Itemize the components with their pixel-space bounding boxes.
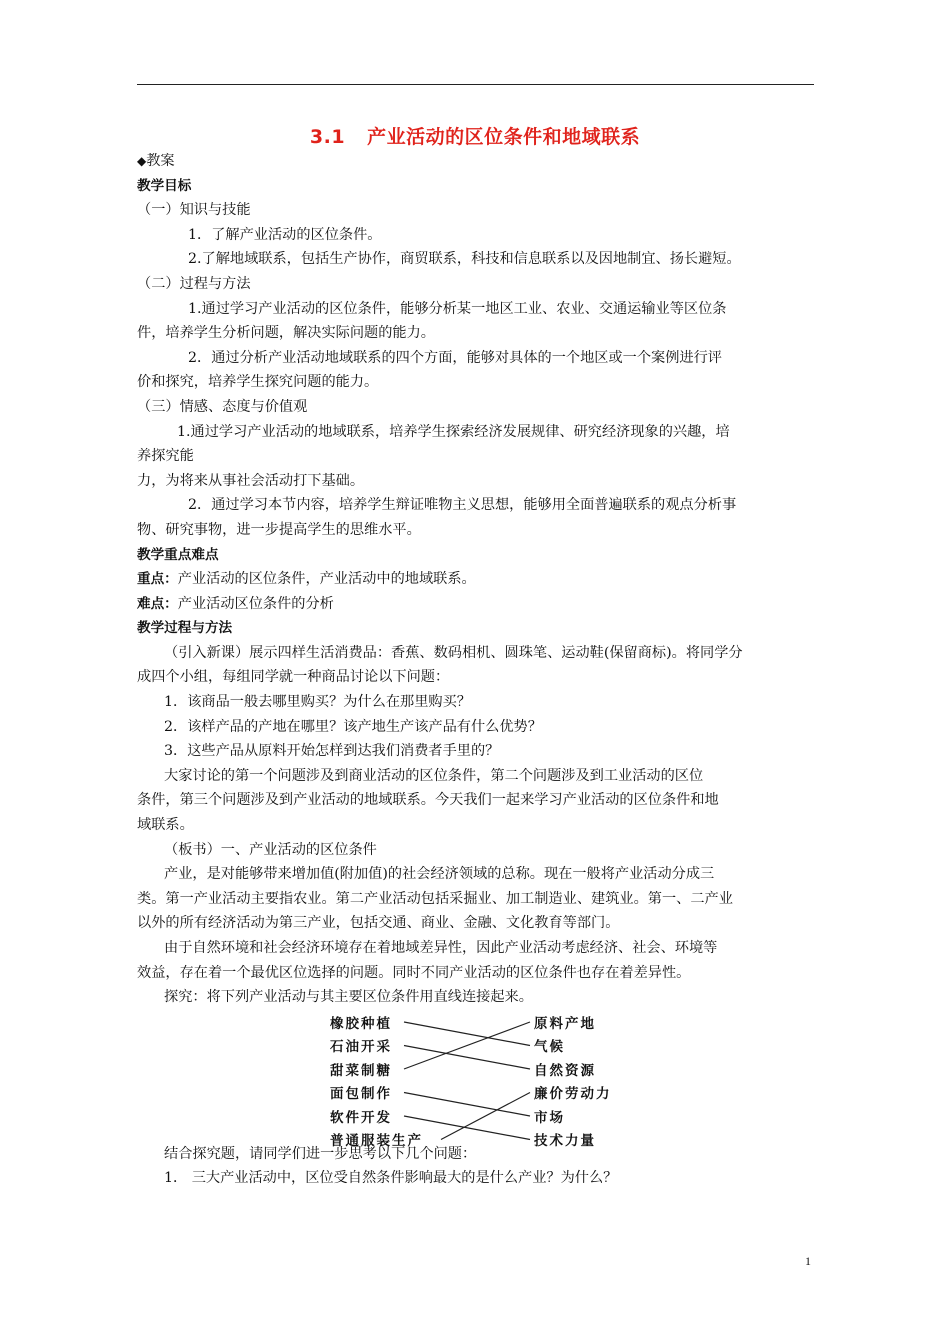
title-number: 3.1 [309,126,346,148]
paragraph-cont: 以外的所有经济活动为第三产业，包括交通、商业、金融、文化教育等部门。 [137,915,620,932]
industry-label: 橡胶种植 [330,1015,392,1032]
goal-item: 2．通过学习本节内容，培养学生辩证唯物主义思想，能够用全面普遍联系的观点分析事 [188,497,737,514]
heading-goals: 教学目标 [137,177,192,194]
question-item: 1．该商品一般去哪里购买？为什么在那里购买？ [164,694,471,711]
paragraph: 结合探究题，请同学们进一步思考以下几个问题： [164,1145,477,1162]
condition-label: 技术力量 [534,1133,596,1150]
industry-label: 软件开发 [330,1109,392,1126]
condition-label: 原料产地 [534,1015,596,1032]
matching-diagram [137,1010,817,1150]
connector-lines [137,1010,817,1142]
paragraph: （引入新课）展示四样生活消费品：香蕉、数码相机、圆珠笔、运动鞋(保留商标)。将同学分 [164,644,743,661]
heading-process: 教学过程与方法 [137,620,233,637]
difficult-point: 难点：产业活动区位条件的分析 [137,595,334,612]
board-note: （板书）一、产业活动的区位条件 [164,841,377,858]
goal-item: 1.通过学习产业活动的区位条件，能够分析某一地区工业、农业、交通运输业等区位条 [188,300,727,317]
goal-item: 2.了解地域联系，包括生产协作，商贸联系，科技和信息联系以及因地制宜、扬长避短。 [188,251,741,268]
header-rule [137,84,814,85]
question-item: 1． 三大产业活动中，区位受自然条件影响最大的是什么产业？为什么？ [164,1170,618,1187]
subheading-knowledge: （一）知识与技能 [137,202,251,219]
paragraph: 产业，是对能够带来增加值(附加值)的社会经济领域的总称。现在一般将产业活动分成三 [164,866,715,883]
goal-item: 2．通过分析产业活动地域联系的四个方面，能够对具体的一个地区或一个案例进行评 [188,349,722,366]
page-title [0,122,950,149]
industry-label: 甜菜制糖 [330,1062,392,1079]
document-body [137,149,817,1191]
paragraph-cont: 效益，存在着一个最优区位选择的问题。同时不同产业活动的区位条件也存在着差异性。 [137,964,691,981]
connector-line [404,1022,530,1046]
connector-line [404,1092,530,1116]
explore-prompt: 探究：将下列产业活动与其主要区位条件用直线连接起来。 [164,989,533,1006]
industry-label: 石油开采 [330,1039,392,1056]
heading-key-points: 教学重点难点 [137,546,219,563]
question-item: 2．该样产品的产地在哪里？该产地生产该产品有什么优势？ [164,718,542,735]
title-text: 产业活动的区位条件和地域联系 [367,126,641,148]
question-item: 3．这些产品从原料开始怎样到达我们消费者手里的？ [164,743,500,760]
paragraph-cont: 成四个小组，每组同学就一种商品讨论以下问题： [137,669,450,686]
industry-label: 普通服装生产 [330,1133,423,1150]
condition-label: 气候 [534,1039,565,1056]
goal-item: 1．了解产业活动的区位条件。 [188,226,382,243]
goal-item-cont: 物、研究事物，进一步提高学生的思维水平。 [137,521,421,538]
subheading-attitude: （三）情感、态度与价值观 [137,398,308,415]
condition-label: 自然资源 [534,1062,596,1079]
goal-item-cont: 件，培养学生分析问题，解决实际问题的能力。 [137,325,435,342]
connector-line [404,1045,530,1069]
paragraph: 由于自然环境和社会经济环境存在着地域差异性，因此产业活动考虑经济、社会、环境等 [164,940,718,956]
connector-line [441,1092,530,1139]
industry-label: 面包制作 [330,1086,392,1103]
goal-item-cont: 力，为将来从事社会活动打下基础。 [137,472,365,489]
goal-item: 1.通过学习产业活动的地域联系，培养学生探索经济发展规律、研究经济现象的兴趣，培 [177,423,730,440]
condition-label: 廉价劳动力 [534,1086,612,1103]
doc-tag: ◆教案 [137,153,175,169]
condition-label: 市场 [534,1109,565,1126]
paragraph-cont: 条件，第三个问题涉及到产业活动的地域联系。今天我们一起来学习产业活动的区位条件和地 [137,792,719,809]
goal-item-cont: 价和探究，培养学生探究问题的能力。 [137,374,379,391]
page-number: 1 [805,1254,811,1268]
connector-line [404,1022,530,1069]
goal-item-cont: 养探究能 [137,448,194,465]
subheading-process: （二）过程与方法 [137,275,251,292]
diamond-bullet-icon: ◆ [137,154,147,168]
key-point: 重点：产业活动的区位条件，产业活动中的地域联系。 [137,571,476,588]
paragraph-cont: 类。第一产业活动主要指农业。第二产业活动包括采掘业、加工制造业、建筑业。第一、二产业 [137,890,733,907]
paragraph: 大家讨论的第一个问题涉及到商业活动的区位条件，第二个问题涉及到工业活动的区位 [164,767,704,784]
paragraph-cont: 域联系。 [137,817,194,834]
